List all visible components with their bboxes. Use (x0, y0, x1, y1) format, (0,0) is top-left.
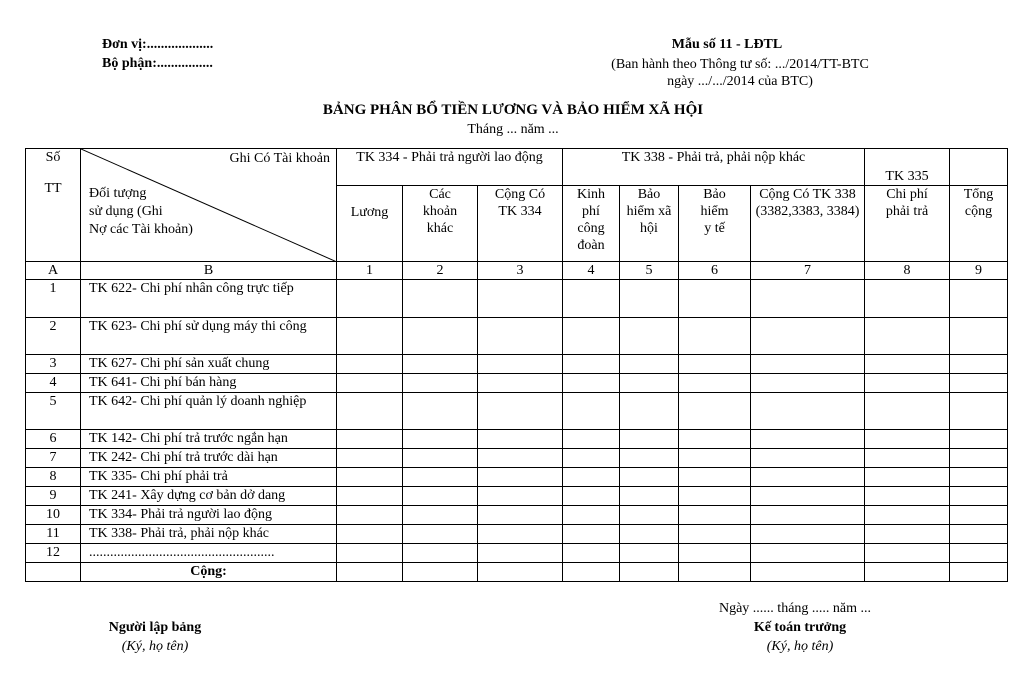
amount-cell (679, 544, 751, 563)
group-tk335-header: TK 335 (865, 149, 950, 186)
amount-cell (620, 280, 679, 318)
index-cell: B (81, 262, 337, 280)
amount-cell (563, 544, 620, 563)
row-number: 1 (26, 280, 81, 318)
amount-cell (478, 430, 563, 449)
amount-cell (563, 355, 620, 374)
amount-cell (403, 487, 478, 506)
diag-top-label: Ghi Có Tài khoản (229, 151, 330, 166)
amount-cell (751, 544, 865, 563)
amount-cell (563, 506, 620, 525)
amount-cell (865, 506, 950, 525)
row-description: TK 622- Chi phí nhân công trực tiếp (81, 280, 337, 318)
table-row (26, 449, 1008, 468)
index-cell: 2 (403, 262, 478, 280)
diag-bottom-line-1: Đối tượng (89, 186, 147, 201)
diag-bottom-line-2: sử dụng (Ghi (89, 204, 163, 219)
amount-cell (679, 449, 751, 468)
col-no-line-1: Số (45, 150, 61, 165)
amount-cell (865, 487, 950, 506)
amount-cell (478, 449, 563, 468)
form-number: Mẫu số 11 - LĐTL (671, 37, 783, 52)
sub-cong-co-338: Cộng Có TK 338 (3382,3383, 3384) (751, 186, 865, 262)
table-row (26, 280, 1008, 318)
amount-cell (478, 318, 563, 355)
row-number: 7 (26, 449, 81, 468)
amount-cell (950, 487, 1008, 506)
amount-cell (865, 355, 950, 374)
page-title: BẢNG PHÂN BỔ TIỀN LƯƠNG VÀ BẢO HIỂM XÃ HỘI (322, 102, 704, 118)
table-row (26, 487, 1008, 506)
allocation-table (25, 148, 1008, 582)
amount-cell (403, 318, 478, 355)
amount-cell (563, 280, 620, 318)
diag-bottom-line-3: Nợ các Tài khoản) (89, 222, 193, 237)
amount-cell (751, 355, 865, 374)
amount-cell (337, 430, 403, 449)
amount-cell (950, 280, 1008, 318)
amount-cell (620, 525, 679, 544)
row-number: 9 (26, 487, 81, 506)
amount-cell (403, 506, 478, 525)
amount-cell (865, 318, 950, 355)
amount-cell (403, 449, 478, 468)
total-row (26, 563, 1008, 582)
sub-luong: Lương (337, 186, 403, 262)
row-number: 10 (26, 506, 81, 525)
total-amount-cell (751, 563, 865, 582)
index-cell: 5 (620, 262, 679, 280)
row-number: 12 (26, 544, 81, 563)
amount-cell (751, 280, 865, 318)
amount-cell (679, 430, 751, 449)
amount-cell (865, 393, 950, 430)
amount-cell (403, 280, 478, 318)
amount-cell (478, 355, 563, 374)
amount-cell (950, 374, 1008, 393)
amount-cell (337, 468, 403, 487)
row-description: ..................................................... (81, 544, 337, 563)
row-number: 11 (26, 525, 81, 544)
table-row (26, 355, 1008, 374)
total-label: Cộng: (81, 563, 337, 582)
table-body (26, 280, 1008, 563)
amount-cell (478, 525, 563, 544)
col-no-line-2: TT (44, 181, 62, 196)
amount-cell (950, 544, 1008, 563)
row-description: TK 642- Chi phí quản lý doanh nghiệp (81, 393, 337, 430)
amount-cell (950, 430, 1008, 449)
row-description: TK 335- Chi phí phải trả (81, 468, 337, 487)
total-amount-cell (563, 563, 620, 582)
amount-cell (751, 468, 865, 487)
amount-cell (620, 544, 679, 563)
sub-bao-hiem-xa-hoi: Bảo hiểm xã hội (620, 186, 679, 262)
unit-label: Đơn vị:................... (102, 37, 214, 52)
amount-cell (751, 374, 865, 393)
amount-cell (478, 544, 563, 563)
amount-cell (865, 280, 950, 318)
index-cell: 6 (679, 262, 751, 280)
total-amount-cell (337, 563, 403, 582)
amount-cell (620, 393, 679, 430)
amount-cell (865, 544, 950, 563)
table-row (26, 468, 1008, 487)
total-amount-cell (679, 563, 751, 582)
amount-cell (679, 318, 751, 355)
row-description: TK 142- Chi phí trả trước ngắn hạn (81, 430, 337, 449)
amount-cell (865, 468, 950, 487)
amount-cell (478, 487, 563, 506)
amount-cell (563, 487, 620, 506)
chief-accountant-title: Kế toán trưởng (753, 620, 847, 635)
amount-cell (679, 374, 751, 393)
amount-cell (478, 468, 563, 487)
total-amount-cell (478, 563, 563, 582)
table-row (26, 506, 1008, 525)
amount-cell (563, 318, 620, 355)
amount-cell (751, 506, 865, 525)
table-row (26, 430, 1008, 449)
issued-line-1: (Ban hành theo Thông tư số: .../2014/TT-BTC (611, 57, 869, 72)
amount-cell (679, 355, 751, 374)
amount-cell (563, 525, 620, 544)
sub-tong-cong: Tổng cộng (950, 186, 1008, 262)
row-description: TK 241- Xây dựng cơ bản dở dang (81, 487, 337, 506)
index-cell: 1 (337, 262, 403, 280)
index-row (26, 262, 1008, 280)
amount-cell (563, 430, 620, 449)
amount-cell (679, 280, 751, 318)
amount-cell (403, 374, 478, 393)
amount-cell (478, 393, 563, 430)
amount-cell (403, 525, 478, 544)
index-cell: A (26, 262, 81, 280)
amount-cell (403, 544, 478, 563)
amount-cell (620, 487, 679, 506)
amount-cell (478, 506, 563, 525)
row-description: TK 627- Chi phí sản xuất chung (81, 355, 337, 374)
amount-cell (950, 393, 1008, 430)
preparer-title: Người lập bảng (108, 620, 202, 635)
amount-cell (950, 468, 1008, 487)
amount-cell (751, 449, 865, 468)
index-cell: 8 (865, 262, 950, 280)
amount-cell (620, 430, 679, 449)
amount-cell (620, 318, 679, 355)
sub-chi-phi-phai-tra: Chi phí phải trả (865, 186, 950, 262)
sub-cac-khoan-khac: Các khoản khác (403, 186, 478, 262)
amount-cell (403, 430, 478, 449)
sub-bao-hiem-y-te: Bảo hiểm y tế (679, 186, 751, 262)
amount-cell (751, 318, 865, 355)
signature-date: Ngày ...... tháng ..... năm ... (718, 601, 872, 616)
amount-cell (337, 449, 403, 468)
row-number: 2 (26, 318, 81, 355)
col-no-header (26, 149, 81, 262)
table-row (26, 318, 1008, 355)
preparer-signature-note: (Ký, họ tên) (121, 639, 189, 654)
amount-cell (865, 430, 950, 449)
total-amount-cell (403, 563, 478, 582)
amount-cell (337, 544, 403, 563)
table-row (26, 393, 1008, 430)
amount-cell (563, 468, 620, 487)
amount-cell (337, 318, 403, 355)
group-empty-cell (950, 149, 1008, 186)
sub-kinh-phi-cong-doan: Kinh phí công đoàn (563, 186, 620, 262)
row-description: TK 334- Phải trả người lao động (81, 506, 337, 525)
diagonal-header (81, 149, 337, 262)
row-description: TK 242- Chi phí trả trước dài hạn (81, 449, 337, 468)
index-cell: 9 (950, 262, 1008, 280)
amount-cell (865, 374, 950, 393)
amount-cell (403, 468, 478, 487)
period-line: Tháng ... năm ... (467, 122, 559, 137)
table-row (26, 374, 1008, 393)
table-row (26, 525, 1008, 544)
amount-cell (337, 355, 403, 374)
row-number: 8 (26, 468, 81, 487)
amount-cell (751, 393, 865, 430)
chief-accountant-signature-note: (Ký, họ tên) (766, 639, 834, 654)
amount-cell (950, 355, 1008, 374)
amount-cell (620, 374, 679, 393)
amount-cell (403, 355, 478, 374)
amount-cell (563, 374, 620, 393)
group-tk334-header: TK 334 - Phải trả người lao động (337, 149, 563, 186)
diag-bottom-label (89, 185, 193, 239)
amount-cell (337, 374, 403, 393)
header-row-1 (26, 149, 1008, 186)
amount-cell (751, 487, 865, 506)
amount-cell (950, 525, 1008, 544)
amount-cell (751, 430, 865, 449)
index-cell: 7 (751, 262, 865, 280)
amount-cell (679, 393, 751, 430)
department-label: Bộ phận:................ (102, 56, 213, 71)
amount-cell (478, 374, 563, 393)
amount-cell (950, 506, 1008, 525)
amount-cell (478, 280, 563, 318)
row-description: TK 641- Chi phí bán hàng (81, 374, 337, 393)
amount-cell (865, 525, 950, 544)
amount-cell (337, 280, 403, 318)
amount-cell (337, 393, 403, 430)
amount-cell (620, 506, 679, 525)
index-cell: 3 (478, 262, 563, 280)
index-cell: 4 (563, 262, 620, 280)
amount-cell (751, 525, 865, 544)
amount-cell (950, 318, 1008, 355)
sub-cong-co-334: Cộng Có TK 334 (478, 186, 563, 262)
amount-cell (679, 487, 751, 506)
amount-cell (679, 468, 751, 487)
amount-cell (337, 525, 403, 544)
row-number: 5 (26, 393, 81, 430)
issued-line-2: ngày .../.../2014 của BTC) (667, 74, 813, 89)
row-description: TK 338- Phải trả, phải nộp khác (81, 525, 337, 544)
row-number: 3 (26, 355, 81, 374)
table-row (26, 544, 1008, 563)
amount-cell (620, 468, 679, 487)
amount-cell (865, 449, 950, 468)
total-amount-cell (950, 563, 1008, 582)
amount-cell (679, 525, 751, 544)
issued-note (580, 56, 900, 90)
amount-cell (620, 355, 679, 374)
row-number: 4 (26, 374, 81, 393)
group-tk338-header: TK 338 - Phải trả, phải nộp khác (563, 149, 865, 186)
row-description: TK 623- Chi phí sử dụng máy thi công (81, 318, 337, 355)
amount-cell (337, 487, 403, 506)
amount-cell (403, 393, 478, 430)
amount-cell (679, 506, 751, 525)
total-amount-cell (865, 563, 950, 582)
amount-cell (563, 393, 620, 430)
amount-cell (563, 449, 620, 468)
row-number: 6 (26, 430, 81, 449)
amount-cell (950, 449, 1008, 468)
total-amount-cell (620, 563, 679, 582)
amount-cell (337, 506, 403, 525)
amount-cell (620, 449, 679, 468)
